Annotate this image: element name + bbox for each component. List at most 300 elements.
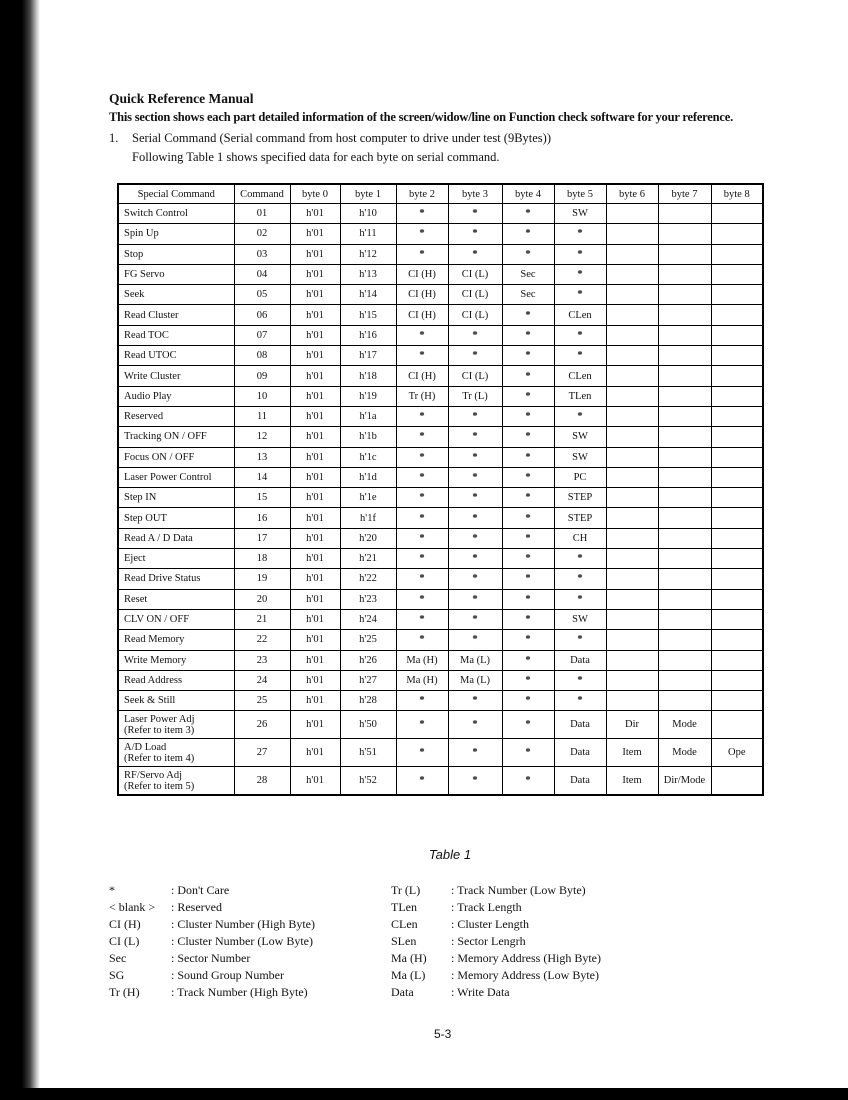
table-row (118, 767, 763, 796)
table-cell: * (448, 630, 502, 650)
table-row (118, 528, 763, 548)
table-cell: * (554, 630, 606, 650)
table-cell (711, 488, 763, 508)
table-cell: h'1e (340, 488, 396, 508)
table-cell: * (502, 325, 554, 345)
table-cell: CI (H) (396, 285, 448, 305)
table-cell: SW (554, 427, 606, 447)
table-cell: h'19 (340, 386, 396, 406)
table-cell: Sec (502, 285, 554, 305)
table-cell: 24 (234, 670, 290, 690)
table-cell (711, 447, 763, 467)
table-cell: * (448, 427, 502, 447)
table-cell: 05 (234, 285, 290, 305)
table-cell: 03 (234, 244, 290, 264)
table-cell: * (448, 589, 502, 609)
table-cell: * (396, 767, 448, 796)
table-cell: * (502, 447, 554, 467)
table-cell: * (554, 691, 606, 711)
table-cell: * (396, 508, 448, 528)
command-name-cell: Switch Control (118, 204, 234, 224)
table-cell: h'01 (290, 244, 340, 264)
table-cell: * (396, 204, 448, 224)
table-cell: h'27 (340, 670, 396, 690)
table-cell (606, 244, 658, 264)
table-cell (606, 508, 658, 528)
table-cell: h'21 (340, 549, 396, 569)
command-name-cell: Audio Play (118, 386, 234, 406)
table-cell: h'01 (290, 549, 340, 569)
table-cell: * (396, 609, 448, 629)
table-cell (606, 467, 658, 487)
table-cell: * (448, 569, 502, 589)
table-cell: Data (554, 711, 606, 739)
section-item (109, 131, 551, 146)
table-cell (606, 630, 658, 650)
table-cell: * (554, 285, 606, 305)
table-cell: h'13 (340, 264, 396, 284)
legend-row (391, 899, 601, 916)
table-cell: CI (L) (448, 264, 502, 284)
table-cell (711, 691, 763, 711)
table-cell (711, 386, 763, 406)
table-cell: h'01 (290, 711, 340, 739)
table-cell (606, 386, 658, 406)
table-cell: h'01 (290, 305, 340, 325)
table-cell: 16 (234, 508, 290, 528)
table-cell: h'01 (290, 346, 340, 366)
column-header: byte 0 (290, 184, 340, 204)
table-row (118, 670, 763, 690)
table-cell (606, 609, 658, 629)
table-cell: 20 (234, 589, 290, 609)
command-name-cell: Step OUT (118, 508, 234, 528)
table-cell: * (554, 589, 606, 609)
legend-row (391, 984, 601, 1001)
table-row (118, 739, 763, 767)
table-cell: Mode (658, 739, 711, 767)
column-header: byte 7 (658, 184, 711, 204)
table-cell (711, 427, 763, 447)
table-row (118, 508, 763, 528)
command-name-cell: Reset (118, 589, 234, 609)
table-cell: h'01 (290, 670, 340, 690)
command-name: RF/Servo Adj (124, 769, 183, 781)
table-row (118, 406, 763, 426)
table-cell: h'26 (340, 650, 396, 670)
table-cell: h'01 (290, 589, 340, 609)
table-cell (658, 549, 711, 569)
table-cell (711, 264, 763, 284)
table-cell (606, 427, 658, 447)
legend-symbol: Tr (H) (109, 985, 140, 999)
table-cell: CH (554, 528, 606, 548)
table-cell: Item (606, 767, 658, 796)
table-cell (606, 325, 658, 345)
table-cell: * (448, 346, 502, 366)
table-cell: CI (H) (396, 366, 448, 386)
table-cell: * (502, 691, 554, 711)
table-cell: 12 (234, 427, 290, 447)
legend-symbol: < blank > (109, 900, 156, 914)
table-cell (658, 406, 711, 426)
table-cell (606, 650, 658, 670)
table-cell: TLen (554, 386, 606, 406)
table-cell: 09 (234, 366, 290, 386)
table-cell (606, 406, 658, 426)
table-row (118, 650, 763, 670)
command-name: A/D Load (124, 741, 167, 753)
table-cell (606, 670, 658, 690)
legend-left (109, 882, 315, 1001)
column-header: byte 6 (606, 184, 658, 204)
table-cell: h'1f (340, 508, 396, 528)
table-cell: * (502, 609, 554, 629)
legend-description: : Track Number (High Byte) (171, 985, 308, 999)
table-cell: 23 (234, 650, 290, 670)
table-cell: 14 (234, 467, 290, 487)
legend-description: : Track Length (451, 900, 522, 914)
command-name-cell (118, 767, 234, 796)
legend-symbol: CI (H) (109, 917, 141, 931)
command-name-cell: Read Drive Status (118, 569, 234, 589)
table-cell (606, 569, 658, 589)
command-name-cell: Read UTOC (118, 346, 234, 366)
command-name-cell: Read Cluster (118, 305, 234, 325)
table-cell: h'01 (290, 386, 340, 406)
table-cell (658, 264, 711, 284)
table-cell (658, 528, 711, 548)
table-cell: * (396, 467, 448, 487)
legend-description: : Cluster Number (High Byte) (171, 917, 315, 931)
legend-row (109, 916, 315, 933)
legend-description: : Reserved (171, 900, 222, 914)
table-cell (658, 447, 711, 467)
table-cell: Ma (H) (396, 670, 448, 690)
column-header: byte 1 (340, 184, 396, 204)
table-cell (711, 346, 763, 366)
table-cell: 06 (234, 305, 290, 325)
table-cell (711, 711, 763, 739)
table-cell: Tr (L) (448, 386, 502, 406)
command-reference: (Refer to item 5) (124, 780, 195, 792)
table-cell: h'01 (290, 285, 340, 305)
legend-symbol: Sec (109, 951, 127, 965)
legend-symbol: Data (391, 985, 414, 999)
table-cell (658, 427, 711, 447)
table-cell: h'12 (340, 244, 396, 264)
table-cell (711, 366, 763, 386)
table-cell: h'01 (290, 427, 340, 447)
legend-row (391, 916, 601, 933)
table-cell: h'1b (340, 427, 396, 447)
column-header: Special Command (118, 184, 234, 204)
table-cell: * (502, 670, 554, 690)
table-cell (711, 224, 763, 244)
table-cell: * (502, 630, 554, 650)
table-cell: h'23 (340, 589, 396, 609)
table-cell: * (448, 549, 502, 569)
table-row (118, 427, 763, 447)
table-cell: PC (554, 467, 606, 487)
legend-row (391, 882, 601, 899)
table-cell (606, 264, 658, 284)
table-cell: Ma (H) (396, 650, 448, 670)
table-cell: Sec (502, 264, 554, 284)
table-cell: * (502, 244, 554, 264)
table-cell: h'25 (340, 630, 396, 650)
table-row (118, 325, 763, 345)
table-row (118, 386, 763, 406)
table-row (118, 305, 763, 325)
table-cell: h'18 (340, 366, 396, 386)
table-cell: * (396, 427, 448, 447)
table-cell: * (502, 386, 554, 406)
table-cell (606, 528, 658, 548)
table-cell: h'16 (340, 325, 396, 345)
table-cell: * (396, 224, 448, 244)
table-cell: h'01 (290, 325, 340, 345)
command-name-cell (118, 739, 234, 767)
table-cell: h'01 (290, 224, 340, 244)
table-cell: 15 (234, 488, 290, 508)
command-name-cell: Read Memory (118, 630, 234, 650)
table-cell: * (448, 528, 502, 548)
table-cell: * (502, 204, 554, 224)
table-cell (606, 589, 658, 609)
table-cell: h'01 (290, 366, 340, 386)
table-cell: * (554, 346, 606, 366)
table-row (118, 204, 763, 224)
table-cell: h'15 (340, 305, 396, 325)
item-number: 1. (109, 131, 119, 145)
table-cell: * (396, 528, 448, 548)
table-cell: * (502, 528, 554, 548)
command-name-cell: Seek (118, 285, 234, 305)
intro-text: This section shows each part detailed information of the screen/widow/line on Function check software for your reference. (109, 110, 734, 124)
table-cell: * (502, 224, 554, 244)
table-cell: * (396, 244, 448, 264)
table-cell: h'01 (290, 488, 340, 508)
legend-row (391, 933, 601, 950)
table-cell: Data (554, 650, 606, 670)
table-cell: CI (L) (448, 285, 502, 305)
table-cell: 08 (234, 346, 290, 366)
table-cell: * (554, 244, 606, 264)
table-cell (658, 589, 711, 609)
table-cell: CI (H) (396, 305, 448, 325)
table-cell (658, 305, 711, 325)
table-cell: h'01 (290, 204, 340, 224)
table-row (118, 711, 763, 739)
table-cell: Data (554, 767, 606, 796)
legend-symbol: Ma (H) (391, 951, 427, 965)
table-cell: * (502, 427, 554, 447)
table-cell: Tr (H) (396, 386, 448, 406)
column-header: byte 4 (502, 184, 554, 204)
legend-row (109, 984, 315, 1001)
table-cell: 26 (234, 711, 290, 739)
table-cell: * (502, 508, 554, 528)
table-row (118, 630, 763, 650)
table-cell: * (502, 549, 554, 569)
legend-row (109, 882, 315, 899)
table-cell (658, 670, 711, 690)
table-row (118, 366, 763, 386)
table-cell (711, 406, 763, 426)
table-cell (606, 549, 658, 569)
table-cell: CLen (554, 366, 606, 386)
legend-description: : Memory Address (Low Byte) (451, 968, 599, 982)
column-header: byte 3 (448, 184, 502, 204)
table-cell: * (554, 224, 606, 244)
command-reference: (Refer to item 3) (124, 724, 195, 736)
table-cell: h'51 (340, 739, 396, 767)
table-cell: * (396, 447, 448, 467)
table-cell: * (448, 325, 502, 345)
table-cell: Dir (606, 711, 658, 739)
table-cell (658, 346, 711, 366)
table-cell: Ma (L) (448, 670, 502, 690)
table-cell (658, 325, 711, 345)
table-cell: * (448, 488, 502, 508)
table-cell: Dir/Mode (658, 767, 711, 796)
table-cell: 28 (234, 767, 290, 796)
table-cell: Mode (658, 711, 711, 739)
table-row (118, 549, 763, 569)
legend-row (391, 967, 601, 984)
table-cell: Item (606, 739, 658, 767)
table-cell: SW (554, 609, 606, 629)
column-header: byte 2 (396, 184, 448, 204)
table-cell: Ma (L) (448, 650, 502, 670)
table-cell: 27 (234, 739, 290, 767)
item-text: Serial Command (Serial command from host computer to drive under test (9Bytes)) (132, 131, 552, 145)
table-cell: * (396, 630, 448, 650)
table-cell: * (448, 467, 502, 487)
table-cell: h'01 (290, 528, 340, 548)
table-cell: * (448, 767, 502, 796)
table-cell: h'28 (340, 691, 396, 711)
legend-description: : Cluster Length (451, 917, 529, 931)
command-name-cell: Focus ON / OFF (118, 447, 234, 467)
table-cell: h'10 (340, 204, 396, 224)
table-cell: 10 (234, 386, 290, 406)
command-name-cell: Read A / D Data (118, 528, 234, 548)
command-name-cell: Reserved (118, 406, 234, 426)
item-subtext: Following Table 1 shows specified data for each byte on serial command. (132, 150, 500, 164)
table-cell (711, 244, 763, 264)
page-heading: Quick Reference Manual (109, 91, 254, 106)
table-cell (711, 609, 763, 629)
table-cell: * (448, 711, 502, 739)
table-cell: * (502, 488, 554, 508)
table-cell: * (502, 366, 554, 386)
command-name-cell: Spin Up (118, 224, 234, 244)
table-row (118, 589, 763, 609)
column-header: byte 8 (711, 184, 763, 204)
table-cell: * (448, 204, 502, 224)
command-name-cell: CLV ON / OFF (118, 609, 234, 629)
table-cell: * (396, 549, 448, 569)
table-row (118, 346, 763, 366)
table-cell: * (448, 508, 502, 528)
table-row (118, 609, 763, 629)
table-cell (658, 204, 711, 224)
table-cell: 13 (234, 447, 290, 467)
command-name-cell: Seek & Still (118, 691, 234, 711)
table-cell (606, 204, 658, 224)
table-cell (658, 569, 711, 589)
table-cell: h'50 (340, 711, 396, 739)
table-row (118, 447, 763, 467)
legend-description: : Sector Number (171, 951, 251, 965)
table-cell: h'01 (290, 691, 340, 711)
table-row (118, 467, 763, 487)
table-cell (658, 609, 711, 629)
table-cell (606, 305, 658, 325)
table-cell: * (396, 569, 448, 589)
table-cell: Data (554, 739, 606, 767)
table-cell (658, 244, 711, 264)
table-cell (658, 508, 711, 528)
table-cell (606, 488, 658, 508)
table-cell: * (448, 447, 502, 467)
table-cell: h'01 (290, 650, 340, 670)
table-cell: h'1a (340, 406, 396, 426)
table-cell: * (502, 711, 554, 739)
legend-description: : Write Data (451, 985, 510, 999)
table-cell: 02 (234, 224, 290, 244)
table-cell: * (448, 406, 502, 426)
scan-bottom-edge (0, 1088, 848, 1100)
table-row (118, 569, 763, 589)
table-cell: 25 (234, 691, 290, 711)
table-cell: * (448, 244, 502, 264)
table-cell (711, 589, 763, 609)
table-cell (606, 224, 658, 244)
legend-symbol: CI (L) (109, 934, 140, 948)
table-cell: 04 (234, 264, 290, 284)
table-cell (711, 204, 763, 224)
table-cell: STEP (554, 508, 606, 528)
table-cell: CI (L) (448, 366, 502, 386)
legend-description: : Cluster Number (Low Byte) (171, 934, 313, 948)
table-cell: h'01 (290, 739, 340, 767)
table-cell: h'01 (290, 447, 340, 467)
table-row (118, 264, 763, 284)
table-cell: CLen (554, 305, 606, 325)
table-row (118, 488, 763, 508)
table-cell: * (396, 691, 448, 711)
command-name-cell: Stop (118, 244, 234, 264)
legend-right (391, 882, 601, 1001)
table-cell: 11 (234, 406, 290, 426)
column-header: Command (234, 184, 290, 204)
table-cell: * (396, 739, 448, 767)
table-cell: * (396, 346, 448, 366)
legend-row (109, 950, 315, 967)
table-cell: h'24 (340, 609, 396, 629)
table-cell: h'01 (290, 508, 340, 528)
table-cell: CI (L) (448, 305, 502, 325)
table-cell: 19 (234, 569, 290, 589)
table-cell: * (396, 325, 448, 345)
table-cell: h'01 (290, 609, 340, 629)
table-cell: 22 (234, 630, 290, 650)
command-name-cell (118, 711, 234, 739)
table-cell (711, 285, 763, 305)
